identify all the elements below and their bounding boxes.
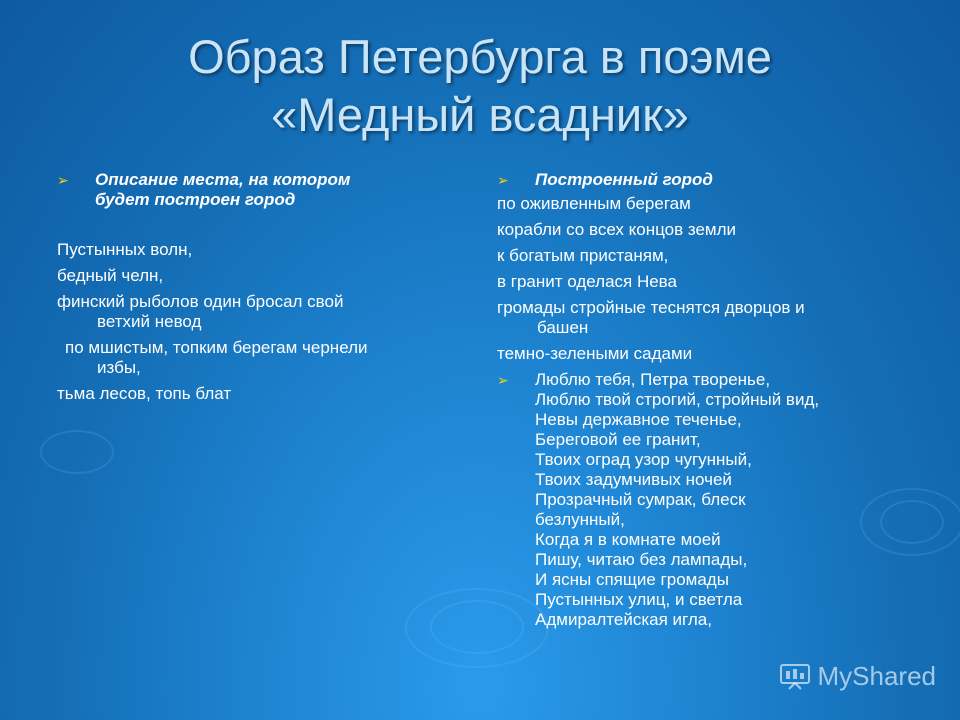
right-column	[497, 170, 917, 630]
verse-line: Твоих задумчивых ночей	[535, 470, 732, 489]
watermark-logo	[780, 661, 937, 692]
verse-line: Прозрачный сумрак, блеск	[535, 490, 746, 509]
left-line-part: ветхий невод	[97, 312, 202, 331]
left-line	[57, 292, 457, 332]
verse-line: Пишу, читаю без лампады,	[535, 550, 748, 569]
left-line-part: избы,	[97, 358, 141, 377]
slideshow-logo-icon	[780, 664, 810, 690]
slide-title-line-2: «Медный всадник»	[271, 88, 689, 141]
left-heading-line-2: будет построен город	[95, 190, 296, 209]
left-line-part: по мшистым, топким берегам чернели	[65, 338, 368, 357]
right-line: темно-зелеными садами	[497, 344, 693, 363]
arrow-bullet-icon: ➢	[497, 372, 509, 388]
verse-line: Адмиралтейская игла,	[535, 610, 712, 629]
verse-line: Люблю тебя, Петра творенье,	[535, 370, 771, 389]
watermark-text: MyShared	[817, 661, 936, 691]
right-heading-text: Построенный город	[535, 170, 713, 189]
verse-line: И ясны спящие громады	[535, 570, 729, 589]
verse-line: Береговой ее гранит,	[535, 430, 701, 449]
verse-line: Твоих оград узор чугунный,	[535, 450, 752, 469]
right-line: в гранит оделася Нева	[497, 272, 677, 291]
left-line	[57, 338, 457, 378]
verse-line: Когда я в комнате моей	[535, 530, 721, 549]
right-line: корабли со всех концов земли	[497, 220, 737, 239]
left-line: бедный челн,	[57, 266, 164, 285]
left-heading	[57, 170, 457, 210]
right-line: по оживленным берегам	[497, 194, 691, 213]
arrow-bullet-icon: ➢	[497, 172, 509, 188]
poem-verse	[497, 370, 917, 630]
right-line	[497, 298, 917, 338]
left-line: Пустынных волн,	[57, 240, 193, 259]
right-line-part: башен	[537, 318, 589, 337]
ripple-decoration	[40, 430, 114, 474]
right-line-part: громады стройные теснятся дворцов и	[497, 298, 805, 317]
left-column	[57, 170, 457, 410]
right-line: к богатым пристаням,	[497, 246, 669, 265]
left-line-part: финский рыболов один бросал свой	[57, 292, 344, 311]
left-line: тьма лесов, топь блат	[57, 384, 232, 403]
slide-title	[0, 28, 960, 144]
verse-line: безлунный,	[535, 510, 625, 529]
arrow-bullet-icon: ➢	[57, 172, 69, 188]
left-heading-line-1: Описание места, на котором	[95, 170, 351, 189]
verse-line: Невы державное теченье,	[535, 410, 742, 429]
right-heading	[497, 170, 917, 190]
verse-line: Пустынных улиц, и светла	[535, 590, 743, 609]
slide-title-line-1: Образ Петербурга в поэме	[188, 30, 772, 83]
verse-line: Люблю твой строгий, стройный вид,	[535, 390, 820, 409]
